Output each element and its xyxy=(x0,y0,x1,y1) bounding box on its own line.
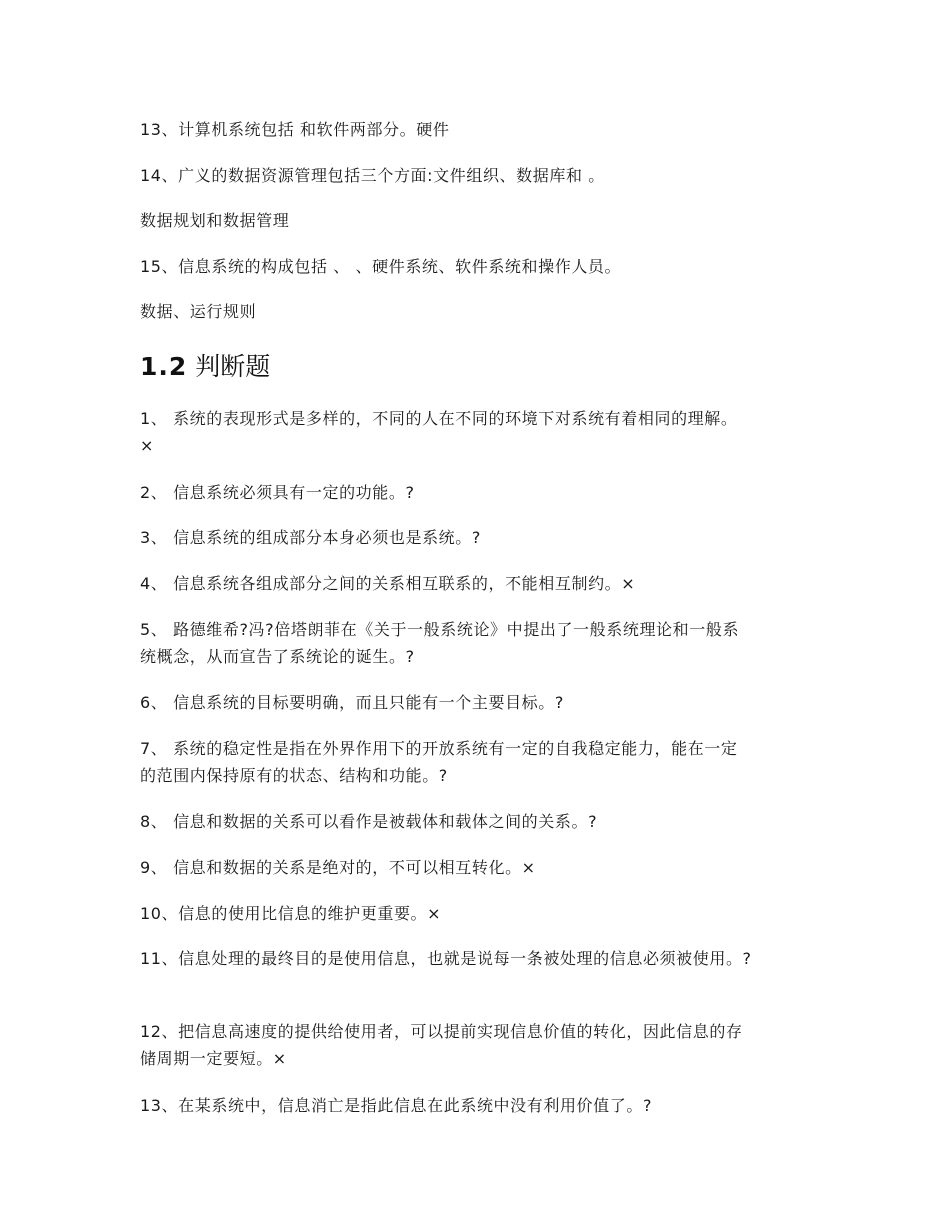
judgment-item-5-cont: 统概念，从而宣告了系统论的诞生。? xyxy=(140,647,415,666)
judgment-item-1: 1、 系统的表现形式是多样的，不同的人在不同的环境下对系统有着相同的理解。 xyxy=(140,409,738,428)
judgment-item-8: 8、 信息和数据的关系可以看作是被载体和载体之间的关系。? xyxy=(140,812,598,831)
judgment-item-3: 3、 信息系统的组成部分本身必须也是系统。? xyxy=(140,528,481,547)
section-heading xyxy=(140,351,270,383)
judgment-item-10: 10、信息的使用比信息的维护更重要。× xyxy=(140,904,442,923)
judgment-item-13: 13、在某系统中，信息消亡是指此信息在此系统中没有利用价值了。? xyxy=(140,1096,653,1115)
fill-in-item-14: 14、广义的数据资源管理包括三个方面:文件组织、数据库和 。 xyxy=(140,166,605,185)
judgment-item-9: 9、 信息和数据的关系是绝对的，不可以相互转化。× xyxy=(140,858,536,877)
judgment-item-12-cont: 储周期一定要短。× xyxy=(140,1049,287,1068)
fill-in-item-15: 15、信息系统的构成包括 、 、硬件系统、软件系统和操作人员。 xyxy=(140,257,622,276)
judgment-item-4: 4、 信息系统各组成部分之间的关系相互联系的，不能相互制约。× xyxy=(140,574,636,593)
fill-in-answer-14: 数据规划和数据管理 xyxy=(140,211,290,230)
judgment-item-5: 5、 路德维希?冯?倍塔朗菲在《关于一般系统论》中提出了一般系统理论和一般系 xyxy=(140,620,740,639)
section-title: 判断题 xyxy=(195,352,271,381)
section-number: 1.2 xyxy=(140,352,188,381)
fill-in-answer-15: 数据、运行规则 xyxy=(140,302,257,321)
judgment-item-7-cont: 的范围内保持原有的状态、结构和功能。? xyxy=(140,766,448,785)
judgment-item-12: 12、把信息高速度的提供给使用者，可以提前实现信息价值的转化，因此信息的存 xyxy=(140,1022,743,1041)
fill-in-item-13: 13、计算机系统包括 和软件两部分。硬件 xyxy=(140,120,450,139)
judgment-item-11: 11、信息处理的最终目的是使用信息，也就是说每一条被处理的信息必须被使用。? xyxy=(140,949,752,968)
judgment-item-7: 7、 系统的稳定性是指在外界作用下的开放系统有一定的自我稳定能力，能在一定 xyxy=(140,739,738,758)
judgment-item-6: 6、 信息系统的目标要明确，而且只能有一个主要目标。? xyxy=(140,693,564,712)
judgment-item-2: 2、 信息系统必须具有一定的功能。? xyxy=(140,483,415,502)
judgment-item-1-cont: × xyxy=(140,436,155,455)
